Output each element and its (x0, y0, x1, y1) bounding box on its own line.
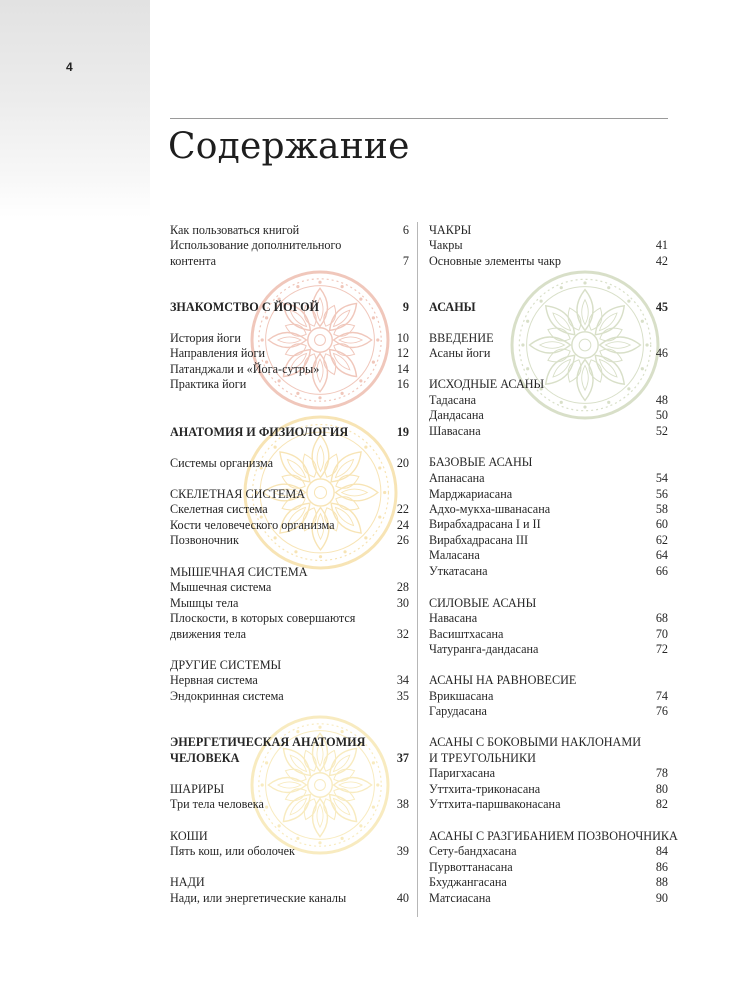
toc-entry (429, 642, 668, 657)
toc-page-number: 26 (396, 533, 409, 547)
toc-entry-title: Сету-бандхасана (429, 844, 517, 858)
toc-entry-title: Вирабхадрасана I и II (429, 517, 541, 531)
toc-entry (170, 580, 409, 595)
toc-page-number: 46 (655, 346, 668, 360)
toc-entry (170, 673, 409, 688)
toc-section-heading (429, 455, 668, 470)
toc-entry (170, 844, 409, 859)
toc-entry-title: Патанджали и «Йога-сутры» (170, 362, 320, 376)
toc-entry-title: Врикшасана (429, 689, 494, 703)
toc-entry-title: Маласана (429, 548, 480, 562)
toc-page-number: 72 (655, 642, 668, 656)
toc-section-heading (170, 829, 409, 844)
toc-entry-title: ШАРИРЫ (170, 782, 225, 796)
toc-entry-title: Шавасана (429, 424, 481, 438)
toc-entry (170, 331, 409, 346)
toc-entry (170, 346, 409, 361)
toc-entry-title: Навасана (429, 611, 478, 625)
toc-entry-title: СИЛОВЫЕ АСАНЫ (429, 596, 537, 610)
toc-page-number: 30 (396, 596, 409, 610)
toc-page-number: 52 (655, 424, 668, 438)
toc-page-number: 82 (655, 797, 668, 811)
toc-entry-title: Паригхасана (429, 766, 496, 780)
toc-entry-title: АСАНЫ С БОКОВЫМИ НАКЛОНАМИ (429, 735, 641, 749)
toc-entry (429, 564, 668, 579)
toc-entry-title: Уткатасана (429, 564, 488, 578)
toc-entry (429, 471, 668, 486)
toc-entry (170, 533, 409, 548)
toc-entry-title: ЗНАКОМСТВО С ЙОГОЙ (170, 300, 320, 314)
toc-section-heading (429, 735, 668, 750)
toc-entry-title: И ТРЕУГОЛЬНИКИ (429, 751, 536, 765)
toc-page-number: 42 (655, 254, 668, 268)
toc-entry-title: ВВЕДЕНИЕ (429, 331, 494, 345)
toc-entry (429, 502, 668, 517)
toc-entry (429, 797, 668, 812)
toc-entry-title: контента (170, 254, 217, 268)
toc-entry-title: ЭНЕРГЕТИЧЕСКАЯ АНАТОМИЯ (170, 735, 366, 749)
toc-page-number: 76 (655, 704, 668, 718)
toc-entry-title: Матсиасана (429, 891, 491, 905)
toc-entry (429, 844, 668, 859)
toc-entry (170, 502, 409, 517)
toc-section-heading (170, 658, 409, 673)
corner-gradient (0, 0, 150, 218)
toc-part-heading (170, 425, 409, 440)
toc-section-heading (429, 331, 668, 346)
toc-section-heading (170, 875, 409, 890)
toc-page-number: 90 (655, 891, 668, 905)
toc-entry (429, 548, 668, 563)
toc-entry (429, 689, 668, 704)
toc-section-heading (170, 487, 409, 502)
toc-page-number: 66 (655, 564, 668, 578)
toc-entry (429, 408, 668, 423)
toc-entry-title: Уттхита-паршваконасана (429, 797, 561, 811)
toc-entry-title: Кости человеческого организма (170, 518, 335, 532)
toc-section-heading (429, 223, 668, 238)
toc-entry-title: ЧАКРЫ (429, 223, 472, 237)
toc-entry (170, 891, 409, 906)
toc-page-number: 80 (655, 782, 668, 796)
toc-entry-title: АСАНЫ НА РАВНОВЕСИЕ (429, 673, 577, 687)
toc-page-number: 88 (655, 875, 668, 889)
toc-entry (429, 393, 668, 408)
column-divider (417, 222, 418, 917)
toc-entry-title: ИСХОДНЫЕ АСАНЫ (429, 377, 545, 391)
toc-page-number: 12 (396, 346, 409, 360)
toc-entry-title: Адхо-мукха-шванасана (429, 502, 551, 516)
toc-section-heading (429, 596, 668, 611)
toc-entry-title: Эндокринная система (170, 689, 284, 703)
toc-page-number: 19 (396, 425, 409, 439)
toc-page-number: 20 (396, 456, 409, 470)
toc-entry-title: МЫШЕЧНАЯ СИСТЕМА (170, 565, 308, 579)
toc-page-number: 38 (396, 797, 409, 811)
toc-entry (170, 456, 409, 471)
toc-page-number: 60 (655, 517, 668, 531)
toc-entry-title: Использование дополнительного (170, 238, 342, 252)
toc-entry-title: Пурвоттанасана (429, 860, 513, 874)
toc-entry (429, 487, 668, 502)
toc-entry (170, 596, 409, 611)
title-rule (170, 118, 668, 119)
toc-page-number: 22 (396, 502, 409, 516)
toc-entry (429, 766, 668, 781)
toc-entry (429, 782, 668, 797)
toc-entry-title: Уттхита-триконасана (429, 782, 541, 796)
toc-entry (429, 611, 668, 626)
toc-entry-title: Апанасана (429, 471, 485, 485)
toc-page-number: 68 (655, 611, 668, 625)
toc-entry-title: АСАНЫ С РАЗГИБАНИЕМ ПОЗВОНОЧНИКА (429, 829, 678, 843)
toc-entry-title: Скелетная система (170, 502, 268, 516)
toc-page-number: 7 (402, 254, 409, 268)
toc-entry-title: История йоги (170, 331, 241, 345)
toc-section-heading (429, 829, 678, 844)
toc-entry-title: Три тела человека (170, 797, 264, 811)
toc-section-heading (429, 673, 668, 688)
toc-entry-title: движения тела (170, 627, 247, 641)
toc-section-heading (170, 565, 409, 580)
toc-page-number: 58 (655, 502, 668, 516)
page-title: Содержание (168, 126, 410, 167)
toc-page-number: 41 (655, 238, 668, 252)
toc-page-number: 32 (396, 627, 409, 641)
toc-page-number: 64 (655, 548, 668, 562)
toc-entry-title: Основные элементы чакр (429, 254, 562, 268)
toc-section-heading (170, 782, 409, 797)
toc-entry-title: Бхуджангасана (429, 875, 507, 889)
toc-entry (429, 627, 668, 642)
toc-entry (429, 860, 668, 875)
toc-section-heading (429, 751, 668, 766)
toc-page-number: 24 (396, 518, 409, 532)
toc-page-number: 78 (655, 766, 668, 780)
toc-part-heading (170, 300, 409, 315)
toc-page-number: 56 (655, 487, 668, 501)
toc-entry (429, 704, 668, 719)
toc-entry (429, 517, 668, 532)
toc-page-number: 16 (396, 377, 409, 391)
toc-entry-title: Системы организма (170, 456, 274, 470)
toc-part-heading (429, 300, 668, 315)
toc-entry-title: АНАТОМИЯ И ФИЗИОЛОГИЯ (170, 425, 349, 439)
toc-entry-title: Пять кош, или оболочек (170, 844, 295, 858)
toc-entry (170, 611, 409, 626)
toc-entry (429, 533, 668, 548)
toc-page-number: 6 (402, 223, 409, 237)
toc-entry-title: Направления йоги (170, 346, 265, 360)
toc-page-number: 84 (655, 844, 668, 858)
toc-page-number: 35 (396, 689, 409, 703)
toc-entry-title: Плоскости, в которых совершаются (170, 611, 356, 625)
toc-part-heading (170, 735, 409, 750)
toc-page-number: 45 (655, 300, 668, 314)
toc-entry-title: Позвоночник (170, 533, 239, 547)
toc-entry (170, 377, 409, 392)
toc-entry (170, 627, 409, 642)
toc-entry-title: Практика йоги (170, 377, 247, 391)
toc-entry-title: Нервная система (170, 673, 258, 687)
toc-page-number: 34 (396, 673, 409, 687)
toc-entry (429, 891, 668, 906)
toc-entry (429, 254, 668, 269)
toc-part-heading (170, 751, 409, 766)
toc-entry (429, 875, 668, 890)
toc-page-number: 39 (396, 844, 409, 858)
toc-entry-title: Чатуранга-дандасана (429, 642, 539, 656)
toc-entry-title: БАЗОВЫЕ АСАНЫ (429, 455, 533, 469)
toc-entry-title: Как пользоваться книгой (170, 223, 300, 237)
toc-page-number: 40 (396, 891, 409, 905)
toc-entry-title: Марджариасана (429, 487, 513, 501)
toc-entry-title: Васиштхасана (429, 627, 504, 641)
toc-entry-title: КОШИ (170, 829, 208, 843)
toc-entry (429, 424, 668, 439)
toc-page-number: 10 (396, 331, 409, 345)
toc-entry (170, 689, 409, 704)
toc-page-number: 28 (396, 580, 409, 594)
toc-entry-title: Вирабхадрасана III (429, 533, 529, 547)
toc-page-number: 54 (655, 471, 668, 485)
toc-entry-title: Чакры (429, 238, 463, 252)
toc-entry-title: Тадасана (429, 393, 477, 407)
toc-page-number: 74 (655, 689, 668, 703)
toc-page-number: 9 (402, 300, 409, 314)
toc-entry (429, 238, 668, 253)
toc-entry-title: Асаны йоги (429, 346, 491, 360)
toc-page-number: 70 (655, 627, 668, 641)
toc-entry-title: НАДИ (170, 875, 205, 889)
toc-page-number: 50 (655, 408, 668, 422)
toc-entry-title: Мышцы тела (170, 596, 239, 610)
toc-entry (170, 223, 409, 238)
toc-entry-title: Дандасана (429, 408, 484, 422)
toc-entry (170, 254, 409, 269)
toc-section-heading (429, 377, 668, 392)
toc-page-number: 48 (655, 393, 668, 407)
toc-page-number: 86 (655, 860, 668, 874)
toc-page-number: 37 (396, 751, 409, 765)
toc-entry-title: СКЕЛЕТНАЯ СИСТЕМА (170, 487, 306, 501)
toc-entry (170, 518, 409, 533)
toc-entry (170, 797, 409, 812)
toc-entry (429, 346, 668, 361)
toc-entry-title: Гарудасана (429, 704, 487, 718)
toc-entry-title: АСАНЫ (429, 300, 476, 314)
page-number: 4 (66, 60, 73, 74)
toc-entry-title: Нади, или энергетические каналы (170, 891, 347, 905)
toc-entry (170, 362, 409, 377)
toc-entry (170, 238, 409, 253)
toc-entry-title: ЧЕЛОВЕКА (170, 751, 240, 765)
toc-page-number: 62 (655, 533, 668, 547)
toc-entry-title: ДРУГИЕ СИСТЕМЫ (170, 658, 282, 672)
toc-entry-title: Мышечная система (170, 580, 272, 594)
toc-page-number: 14 (396, 362, 409, 376)
